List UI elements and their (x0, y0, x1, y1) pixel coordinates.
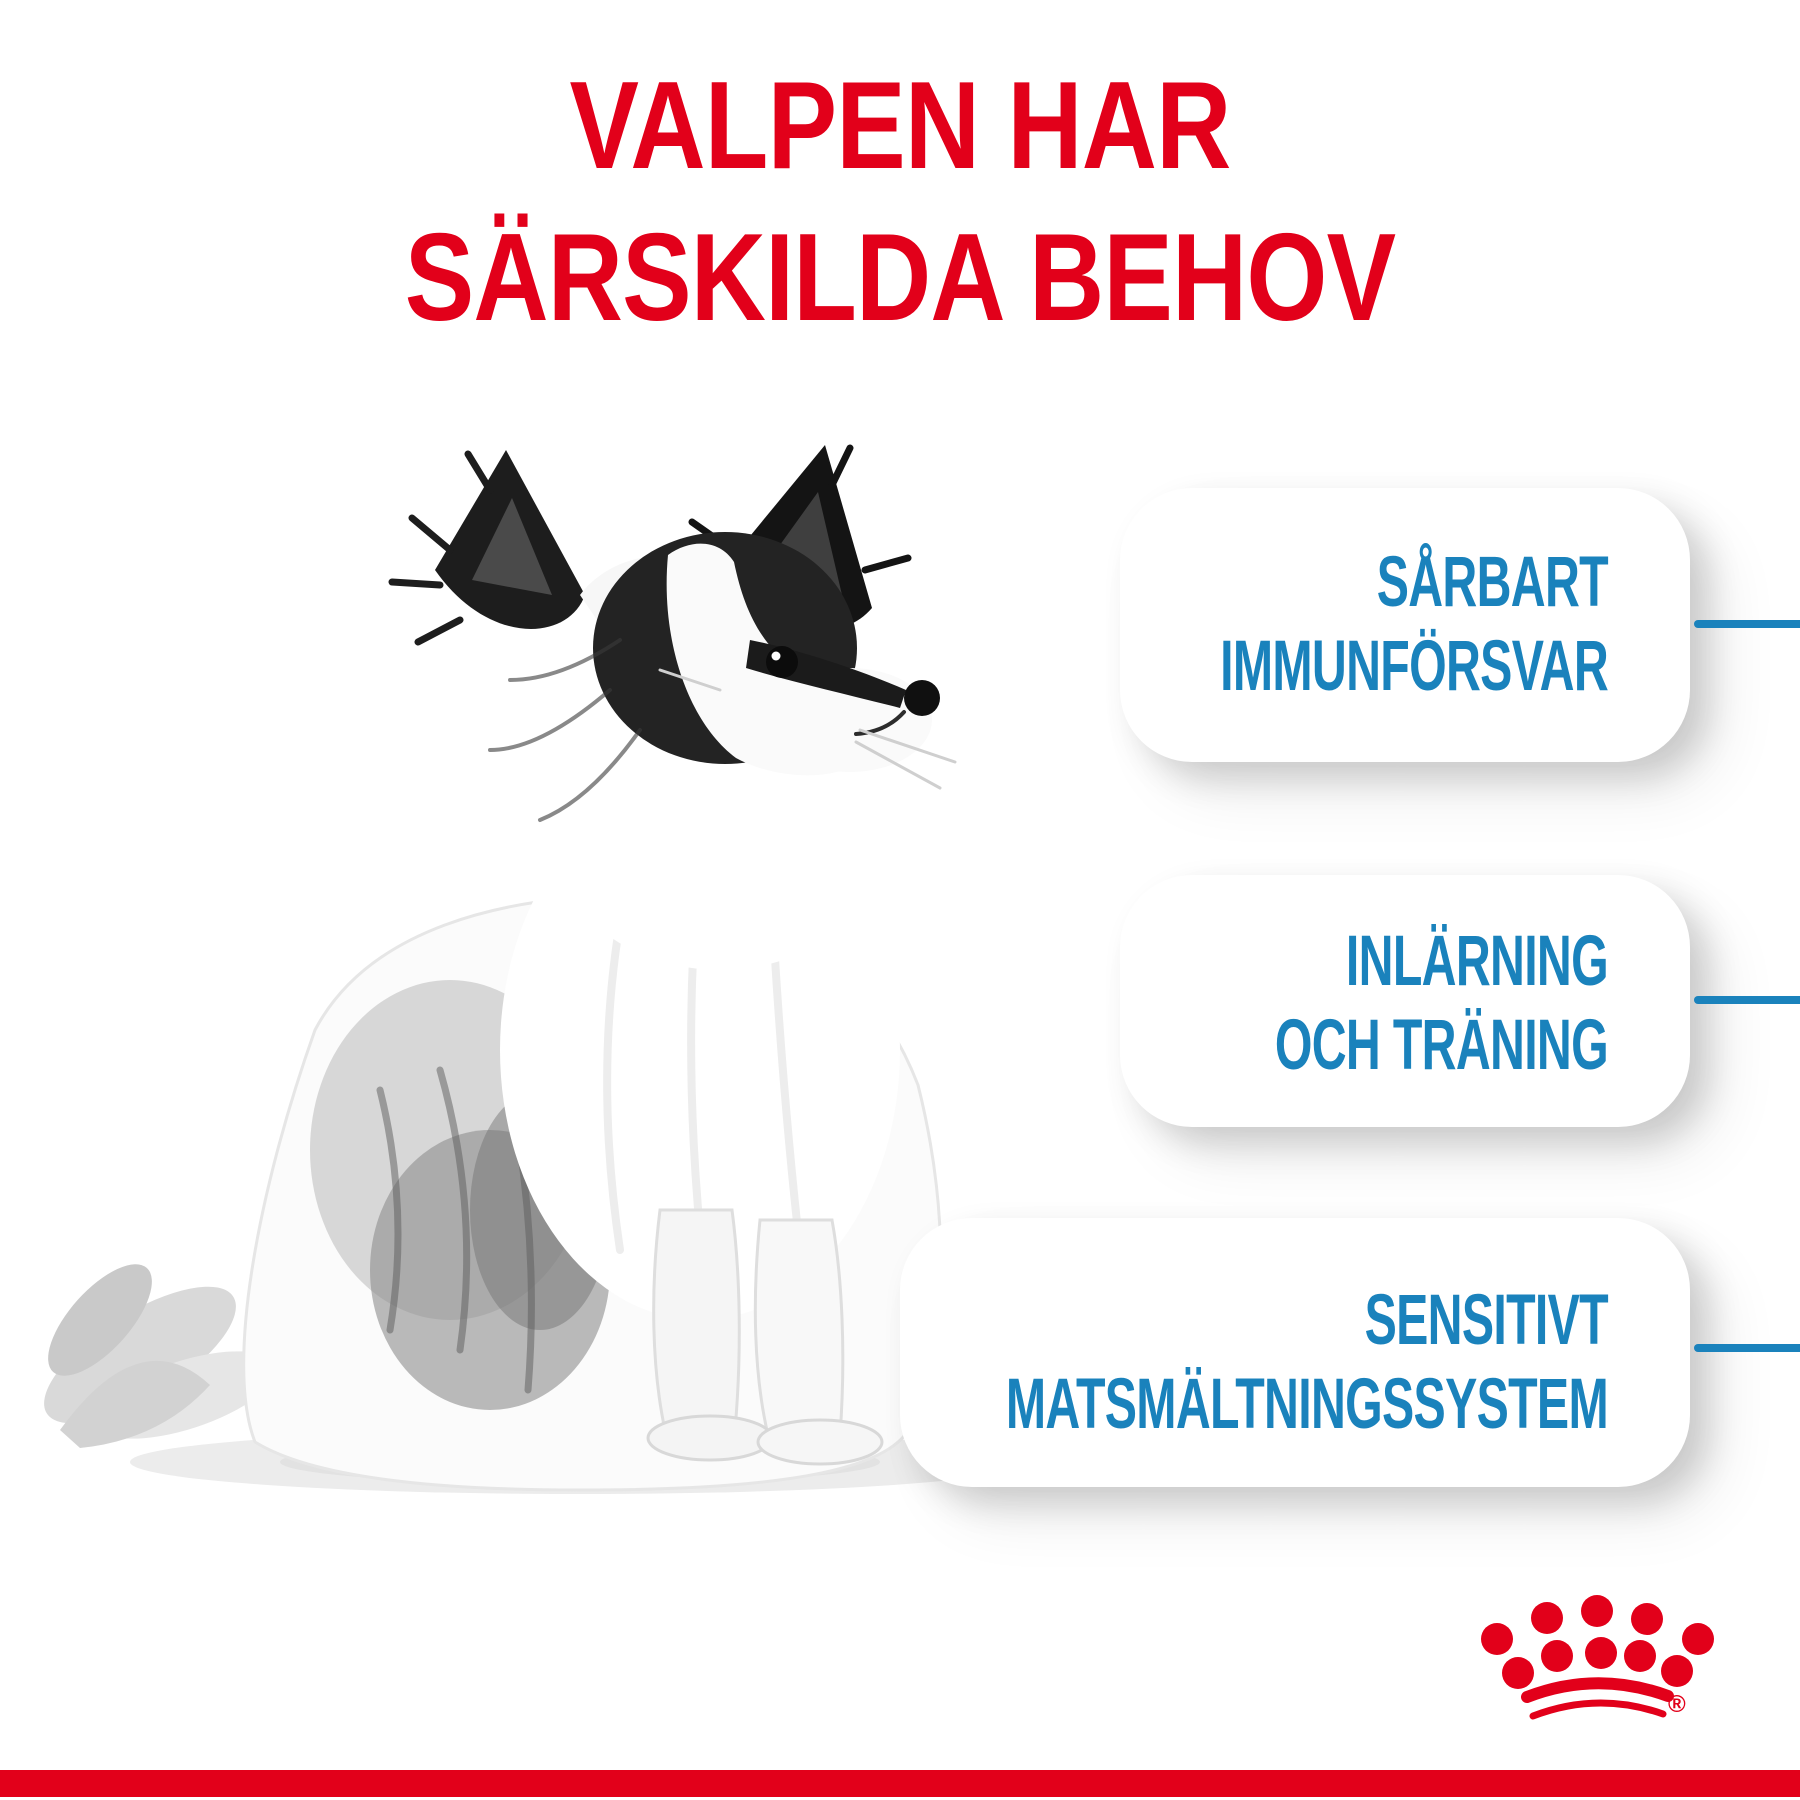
page-title (144, 50, 1656, 354)
need-label-line1: SENSITIVT (1364, 1281, 1608, 1360)
need-label-digestion (996, 1279, 1608, 1447)
registered-trademark: ® (1668, 1691, 1686, 1718)
page-title-line1: VALPEN HAR (569, 57, 1231, 195)
connector-line (1694, 1344, 1800, 1352)
need-label-line2: OCH TRÄNING (1274, 1006, 1608, 1085)
need-label-line1: SÅRBART (1376, 543, 1608, 622)
need-label-immune (996, 541, 1608, 709)
need-label-line2: MATSMÄLTNINGSSYSTEM (1005, 1365, 1608, 1444)
royal-canin-crown-icon (1475, 1590, 1725, 1730)
footer-brand-bar (0, 1770, 1800, 1797)
need-label-learning (996, 920, 1608, 1088)
connector-line (1694, 620, 1800, 628)
connector-line (1694, 996, 1800, 1004)
need-label-line1: INLÄRNING (1345, 922, 1608, 1001)
need-label-line2: IMMUNFÖRSVAR (1220, 627, 1608, 706)
page-title-line2: SÄRSKILDA BEHOV (404, 209, 1396, 347)
